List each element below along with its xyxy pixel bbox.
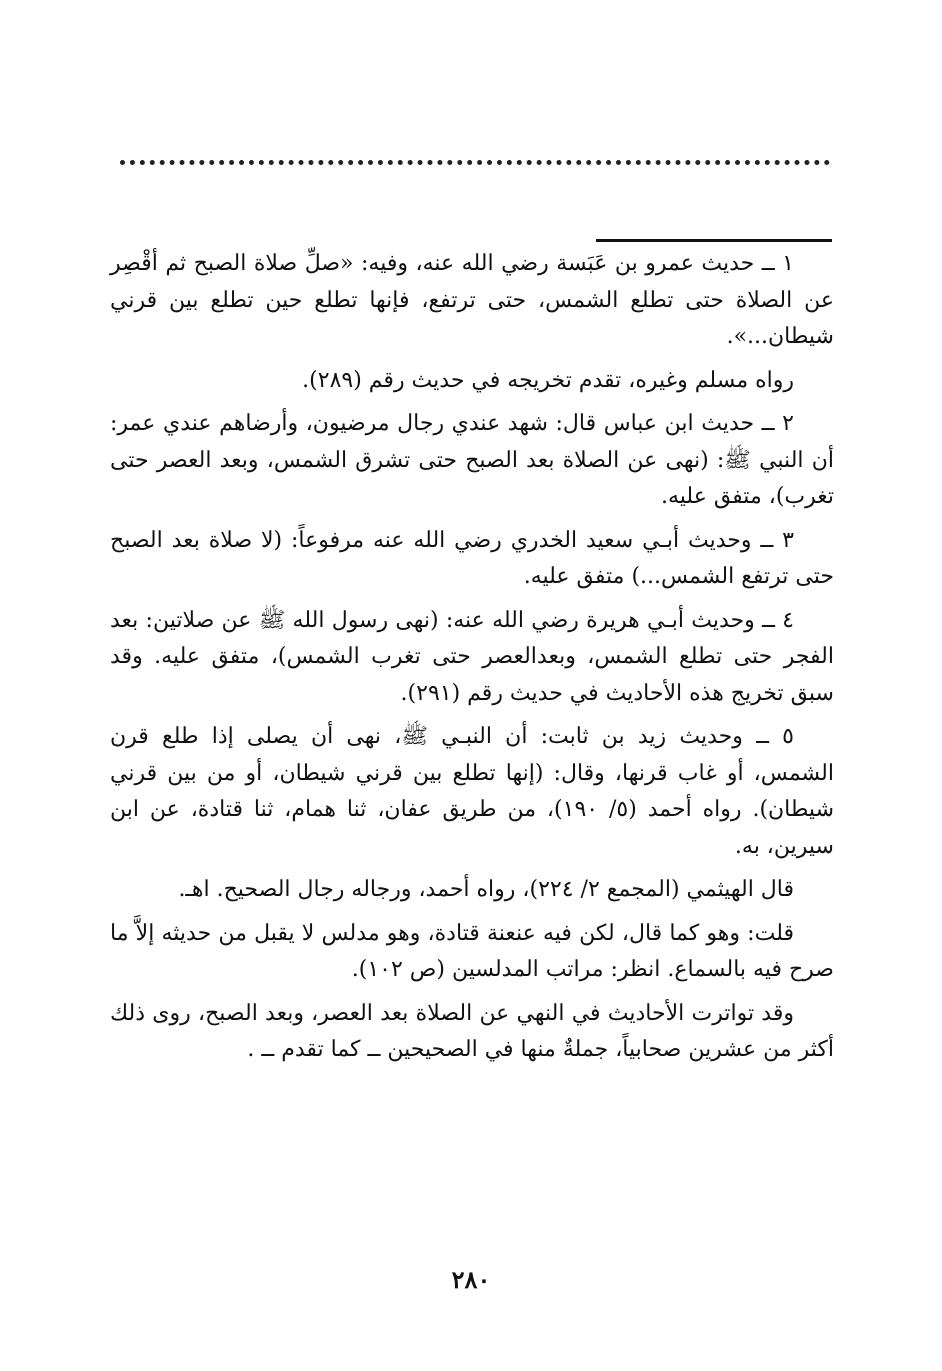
footnote-body: [110, 246, 834, 1076]
paragraph-hadith-2: ٢ ــ حديث ابن عباس قال: شهد عندي رجال مرضيون، وأرضاهم عندي عمر: أن النبي ﷺ: (نهى عن الصلاة بعد الصبح حتى تشرق الشمس، وبعد العصر حتى تغرب)، متفق عليه.: [110, 411, 834, 509]
paragraph-hadith-5: ٥ ــ وحديث زيد بن ثابت: أن النبـي ﷺ، نهى أن يصلى إذا طلع قرن الشمس، أو غاب قرنها، وقال: (إنها تطلع بين قرني شيطان، أو من بين قرني شيطان). رواه أحمد (٥/ ١٩٠)، من طريق عفان، ثنا همام، ثنا قتادة، عن ابن سيرين، به.: [110, 724, 835, 859]
footnote-rule: [596, 239, 832, 242]
paragraph-hadith-4: ٤ ــ وحديث أبـي هريرة رضي الله عنه: (نهى رسول الله ﷺ عن صلاتين: بعد الفجر حتى تطلع الشمس، وبعدالعصر حتى تغرب الشمس)، متفق عليه. وقد سبق تخريج هذه الأحاديث في حديث رقم (٢٩١).: [110, 607, 834, 706]
dotted-separator: [120, 160, 830, 165]
paragraph-conclusion: وقد تواترت الأحاديث في النهي عن الصلاة بعد العصر، وبعد الصبح، روى ذلك أكثر من عشرين صحابياً، جملةٌ منها في الصحيحين ــ كما تقدم ــ .: [110, 1000, 834, 1062]
paragraph-source-1: رواه مسلم وغيره، تقدم تخريجه في حديث رقم (٢٨٩).: [302, 367, 794, 393]
paragraph-haythami: قال الهيثمي (المجمع ٢/ ٢٢٤)، رواه أحمد، ورجاله رجال الصحيح. اهـ.: [178, 877, 794, 902]
paragraph-comment: قلت: وهو كما قال، لكن فيه عنعنة قتادة، وهو مدلس لا يقبل من حديثه إلاَّ ما صرح فيه بالسماع. انظر: مراتب المدلسين (ص ١٠٢).: [110, 920, 834, 982]
paragraph-hadith-3: ٣ ــ وحديث أبـي سعيد الخدري رضي الله عنه مرفوعاً: (لا صلاة بعد الصبح حتى ترتفع الشمس...) متفق عليه.: [110, 527, 834, 589]
page-number: ٢٨٠: [451, 1265, 491, 1294]
paragraph-hadith-1: ١ ــ حديث عمرو بن عَبَسة رضي الله عنه، وفيه: «صلِّ صلاة الصبح ثم أقْصِر عن الصلاة حتى تطلع الشمس، حتى ترتفع، فإنها تطلع حين تطلع بين قرني شيطان...».: [110, 251, 834, 349]
